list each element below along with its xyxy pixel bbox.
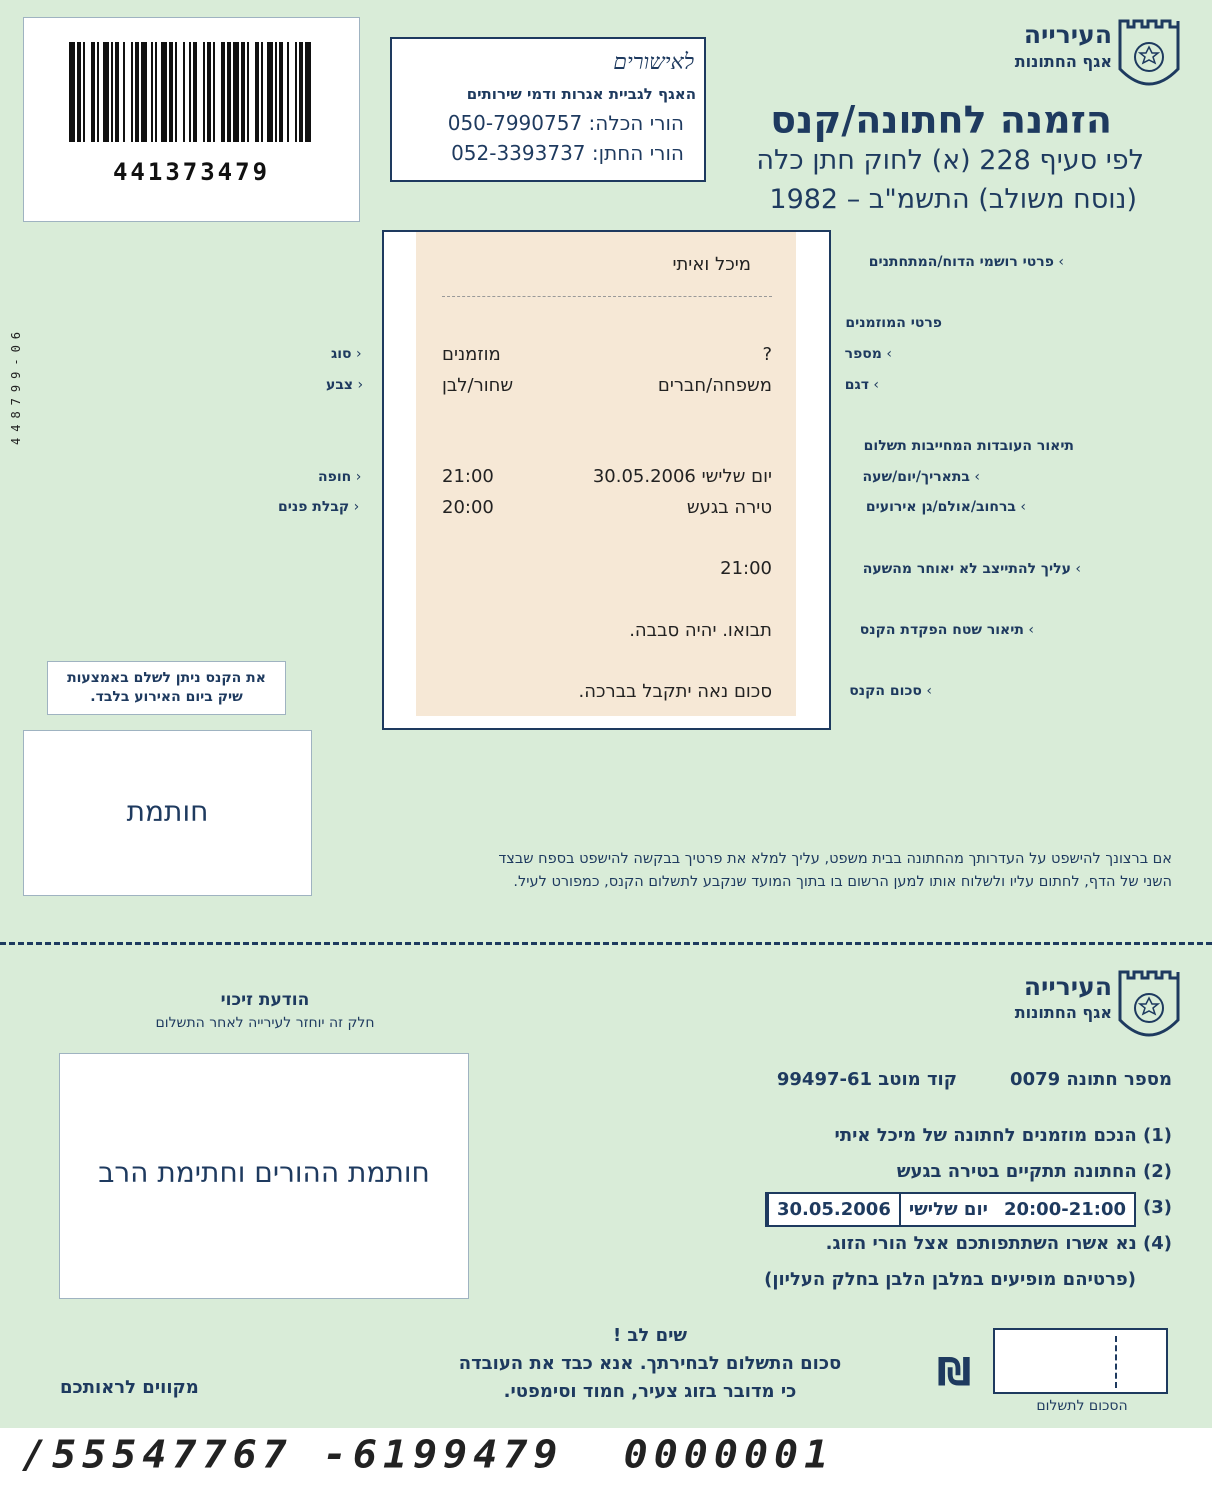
shekel-icon: ₪	[937, 1350, 972, 1394]
reception-time: 20:00	[442, 497, 494, 518]
stub-item-4: (4) נא אשרו השתתפותכם אצל הורי הזוג.	[825, 1233, 1172, 1254]
arrive-by-time: 21:00	[720, 558, 772, 579]
label-reception: קבלת פנים ›	[278, 499, 360, 515]
credit-notice-title: הודעת זיכוי	[220, 990, 310, 1010]
guests-color: שחור/לבן	[442, 375, 514, 396]
court-note	[402, 848, 1172, 894]
label-type: סוג ›	[331, 346, 362, 362]
stub-day: יום שלישי	[899, 1194, 996, 1225]
label-color: צבע ›	[326, 377, 364, 393]
bride-parents-phone: הורי הכלה: 050-7990757	[447, 111, 684, 135]
guests-number: ?	[762, 344, 772, 365]
payment-amount-label: הסכום לתשלום	[1036, 1398, 1128, 1414]
stub-time: 20:00-21:00	[1003, 1199, 1126, 1220]
micr-line: /55547767 -6199479 0000001	[22, 1433, 835, 1477]
guests-type: מוזמנים	[442, 344, 501, 365]
court-note-line2: השני של הדף, לחתום עליו ולשלוח אותו למען הרשום בו בתוך המועד שנקבע לתשלום הקנס, כמפורט לעיל.	[513, 874, 1172, 890]
approvals-box	[390, 37, 706, 182]
attention-title: שים לב !	[612, 1325, 688, 1346]
stub-date: 30.05.2006	[767, 1194, 899, 1225]
vertical-code	[5, 270, 25, 445]
parents-stamp-box	[59, 1053, 469, 1299]
stub-item-2: (2) החתונה תתקיים בטירה בגעש	[896, 1161, 1172, 1182]
department-name: אגף החתונות	[1014, 52, 1112, 71]
hope-to-see-you: מקווים לראותכם	[60, 1377, 199, 1398]
label-number: › מספר	[844, 346, 892, 362]
municipality-crest-icon	[1116, 968, 1182, 1048]
municipality-crest-icon	[1116, 17, 1182, 97]
attention-line1: סכום התשלום לבחירתך. אנא כבד את העובדה	[458, 1353, 842, 1374]
couple-names: מיכל ואיתי	[672, 254, 751, 275]
stub-item-3-number: (3)	[1143, 1197, 1172, 1218]
beneficiary-code: קוד מוטב 99497-61	[776, 1069, 957, 1090]
stub-note: (פרטיהם מופיעים במלבן הלבן בחלק העליון)	[764, 1269, 1136, 1290]
law-reference: לפי סעיף 228 (א) לחוק חתן כלה	[756, 145, 1144, 176]
barcode-graphic	[69, 42, 313, 142]
venue: טירה בגעש	[686, 497, 772, 518]
groom-parents-phone: הורי החתן: 052-3393737	[451, 141, 684, 165]
payment-field-divider	[1115, 1336, 1117, 1388]
stub-date-box	[765, 1192, 1136, 1227]
label-venue: › ברחוב/אולם/גן אירועים	[865, 499, 1026, 515]
chuppah-time: 21:00	[442, 466, 494, 487]
court-note-line1: אם ברצונך להישפט על העדרותך מהחתונה בבית משפט, עליך למלא את פרטיך בבקשה להישפט בספח שבצד	[498, 851, 1172, 867]
stub-municipality-name: העירייה	[1023, 972, 1112, 1001]
receipt-paper	[416, 232, 796, 716]
approvals-title: לאישורים	[613, 50, 694, 75]
label-chuppah: חופה ›	[318, 469, 362, 485]
cash-note-line2: שיק ביום האירוע בלבד.	[90, 689, 243, 705]
label-fine-sum: › סכום הקנס	[849, 683, 932, 699]
attention-line2: כי מדובר בזוג צעיר, חמוד וסימפטי.	[503, 1381, 797, 1402]
label-model: › דגם	[844, 377, 879, 393]
stub-department-name: אגף החתונות	[1014, 1003, 1112, 1022]
parents-stamp-label: חותמת ההורים וחתימת הרב	[98, 1156, 430, 1189]
attention-block	[420, 1322, 880, 1406]
guests-model: משפחה/חברים	[657, 375, 772, 396]
law-version: (נוסח משולב) התשמ"ב – 1982	[769, 184, 1137, 215]
label-arrive-by: › עליך להתייצב לא יאוחר מהשעה	[862, 561, 1081, 577]
label-fine-area: › תיאור שטח הפקדת הקנס	[859, 622, 1034, 638]
wedding-number: מספר חתונה 0079	[1010, 1069, 1172, 1090]
label-guests-details: פרטי המוזמנים	[845, 315, 942, 331]
approvals-department: האגף לגביית אגרות ודמי שירותים	[466, 85, 696, 103]
fine-area: תבואו. יהיה סבבה.	[629, 620, 772, 641]
event-date: יום שלישי 30.05.2006	[592, 466, 772, 487]
stamp-label: חותמת	[126, 795, 209, 828]
barcode-box	[23, 17, 360, 222]
municipality-name: העירייה	[1023, 20, 1112, 49]
vertical-code-text: 448799-06	[9, 325, 23, 445]
stub-item-1: (1) הנכם מוזמנים לחתונה של מיכל איתי	[834, 1125, 1172, 1146]
credit-notice-subtitle: חלק זה יוחזר לעירייה לאחר התשלום	[155, 1015, 375, 1031]
label-date-day-time: › בתאריך/יום/שעה	[862, 469, 980, 485]
cash-note	[47, 661, 286, 715]
label-reporter: › פרטי רושמי הדוח/המתחתנים	[868, 254, 1064, 270]
cash-note-line1: את הקנס ניתן לשלם באמצעות	[67, 670, 266, 686]
page-title: הזמנה לחתונה/קנס	[770, 98, 1112, 142]
stamp-box	[23, 730, 312, 896]
fine-sum: סכום נאה יתקבל בברכה.	[578, 681, 772, 702]
label-work-description: תיאור העובדות המחייבות תשלום	[863, 438, 1074, 454]
tear-off-line	[0, 942, 1212, 945]
payment-amount-field[interactable]	[993, 1328, 1168, 1394]
receipt-frame	[382, 230, 831, 730]
barcode-number: 441373479	[112, 158, 271, 186]
receipt-divider	[442, 296, 772, 297]
